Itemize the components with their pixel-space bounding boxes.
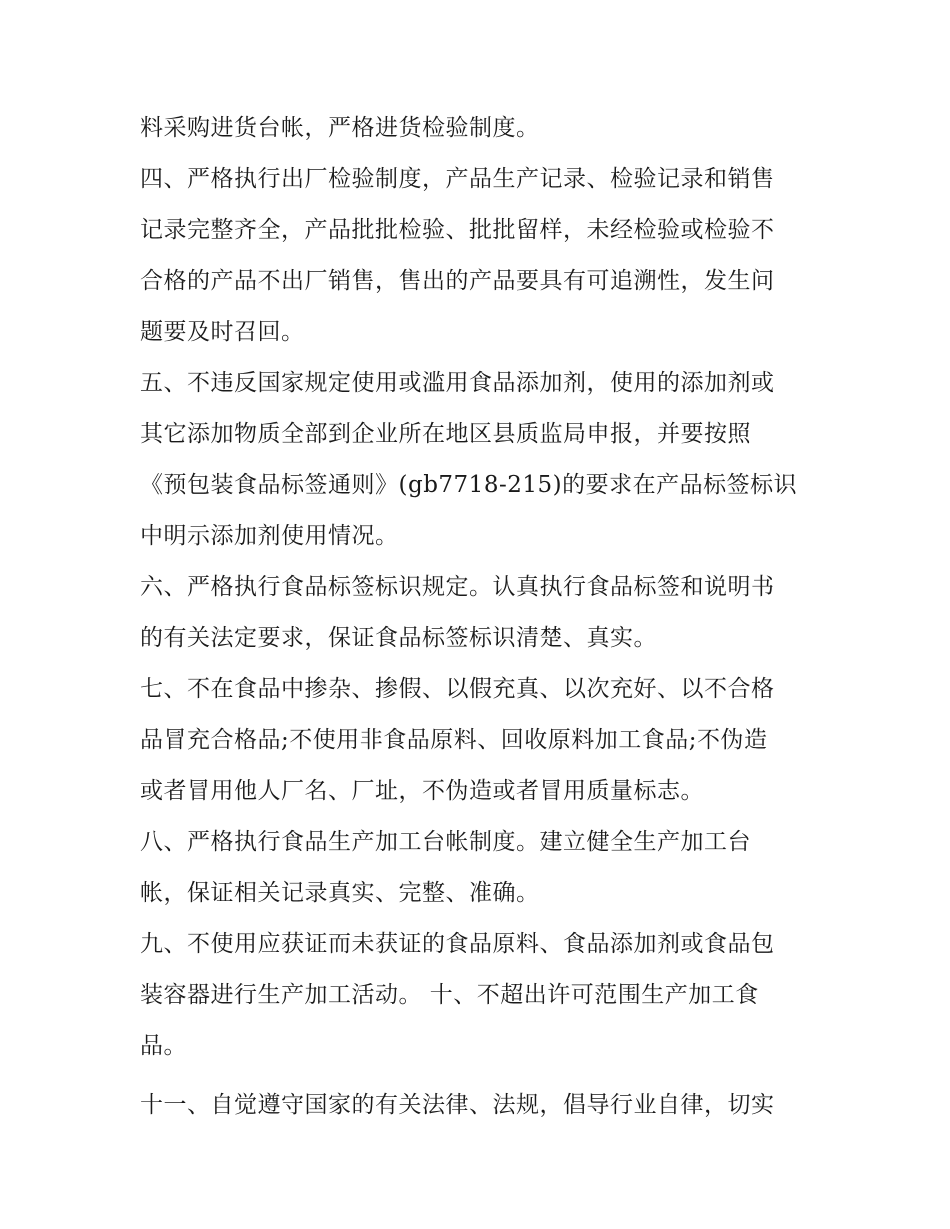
text-line: 其它添加物质全部到企业所在地区县质监局申报，并要按照	[140, 421, 751, 447]
document-body	[140, 108, 820, 1136]
text-line: 五、不违反国家规定使用或滥用食品添加剂，使用的添加剂或	[140, 370, 775, 396]
text-line: 料采购进货台帐，严格进货检验制度。	[140, 115, 540, 141]
text-line: 九、不使用应获证而未获证的食品原料、食品添加剂或食品包	[140, 931, 775, 957]
text-line: 六、严格执行食品标签标识规定。认真执行食品标签和说明书	[140, 574, 775, 600]
text-line: 《预包装食品标签通则》(gb7718-215)的要求在产品标签标识	[140, 472, 798, 498]
text-line: 八、严格执行食品生产加工台帐制度。建立健全生产加工台	[140, 829, 751, 855]
text-line: 合格的产品不出厂销售，售出的产品要具有可追溯性，发生问	[140, 268, 775, 294]
text-line: 题要及时召回。	[140, 319, 305, 345]
text-line: 四、严格执行出厂检验制度，产品生产记录、检验记录和销售	[140, 166, 775, 192]
text-line: 中明示添加剂使用情况。	[140, 523, 399, 549]
text-line: 帐，保证相关记录真实、完整、准确。	[140, 880, 540, 906]
text-line: 七、不在食品中掺杂、掺假、以假充真、以次充好、以不合格	[140, 676, 775, 702]
text-line: 的有关法定要求，保证食品标签标识清楚、真实。	[140, 625, 657, 651]
text-line: 品。	[140, 1033, 187, 1059]
text-line: 记录完整齐全，产品批批检验、批批留样，未经检验或检验不	[140, 217, 775, 243]
text-line: 十一、自觉遵守国家的有关法律、法规，倡导行业自律，切实	[140, 1092, 775, 1118]
text-line: 或者冒用他人厂名、厂址，不伪造或者冒用质量标志。	[140, 778, 704, 804]
text-line: 装容器进行生产加工活动。 十、不超出许可范围生产加工食	[140, 982, 759, 1008]
text-line: 品冒充合格品;不使用非食品原料、回收原料加工食品;不伪造	[140, 727, 768, 753]
